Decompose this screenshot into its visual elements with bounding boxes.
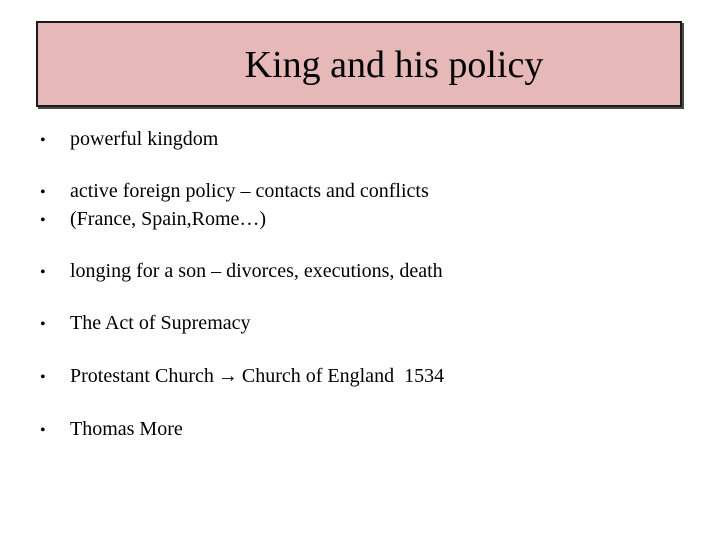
bullet-dot-icon: •	[40, 422, 46, 439]
bullet-item	[40, 179, 429, 205]
bullet-dot-icon: •	[40, 264, 46, 281]
bullet-dot-icon: •	[40, 316, 46, 333]
bullet-dot-icon: •	[40, 212, 46, 229]
bullet-text-before-arrow: Protestant Church	[70, 365, 214, 387]
bullet-text: longing for a son – divorces, executions, death	[70, 260, 443, 282]
bullet-text	[70, 364, 444, 388]
bullet-text-after-arrow: Church of England 1534	[241, 365, 445, 387]
bullet-dot-icon: •	[40, 184, 46, 201]
bullet-item	[40, 364, 444, 390]
bullet-text: Thomas More	[70, 418, 183, 440]
bullet-item	[40, 127, 218, 153]
bullet-item	[40, 311, 251, 337]
bullet-item	[40, 259, 443, 285]
bullet-dot-icon: •	[40, 132, 46, 149]
title-box	[36, 21, 682, 107]
slide-title: King and his policy	[244, 44, 544, 86]
bullet-text: The Act of Supremacy	[70, 312, 251, 334]
bullet-item	[40, 417, 183, 443]
bullet-item	[40, 207, 266, 233]
bullet-text: active foreign policy – contacts and conflicts	[70, 180, 429, 202]
bullet-dot-icon: •	[40, 369, 46, 386]
bullet-text: powerful kingdom	[70, 128, 219, 150]
arrow-right-icon: →	[217, 365, 238, 387]
bullet-text: (France, Spain,Rome…)	[70, 208, 267, 230]
